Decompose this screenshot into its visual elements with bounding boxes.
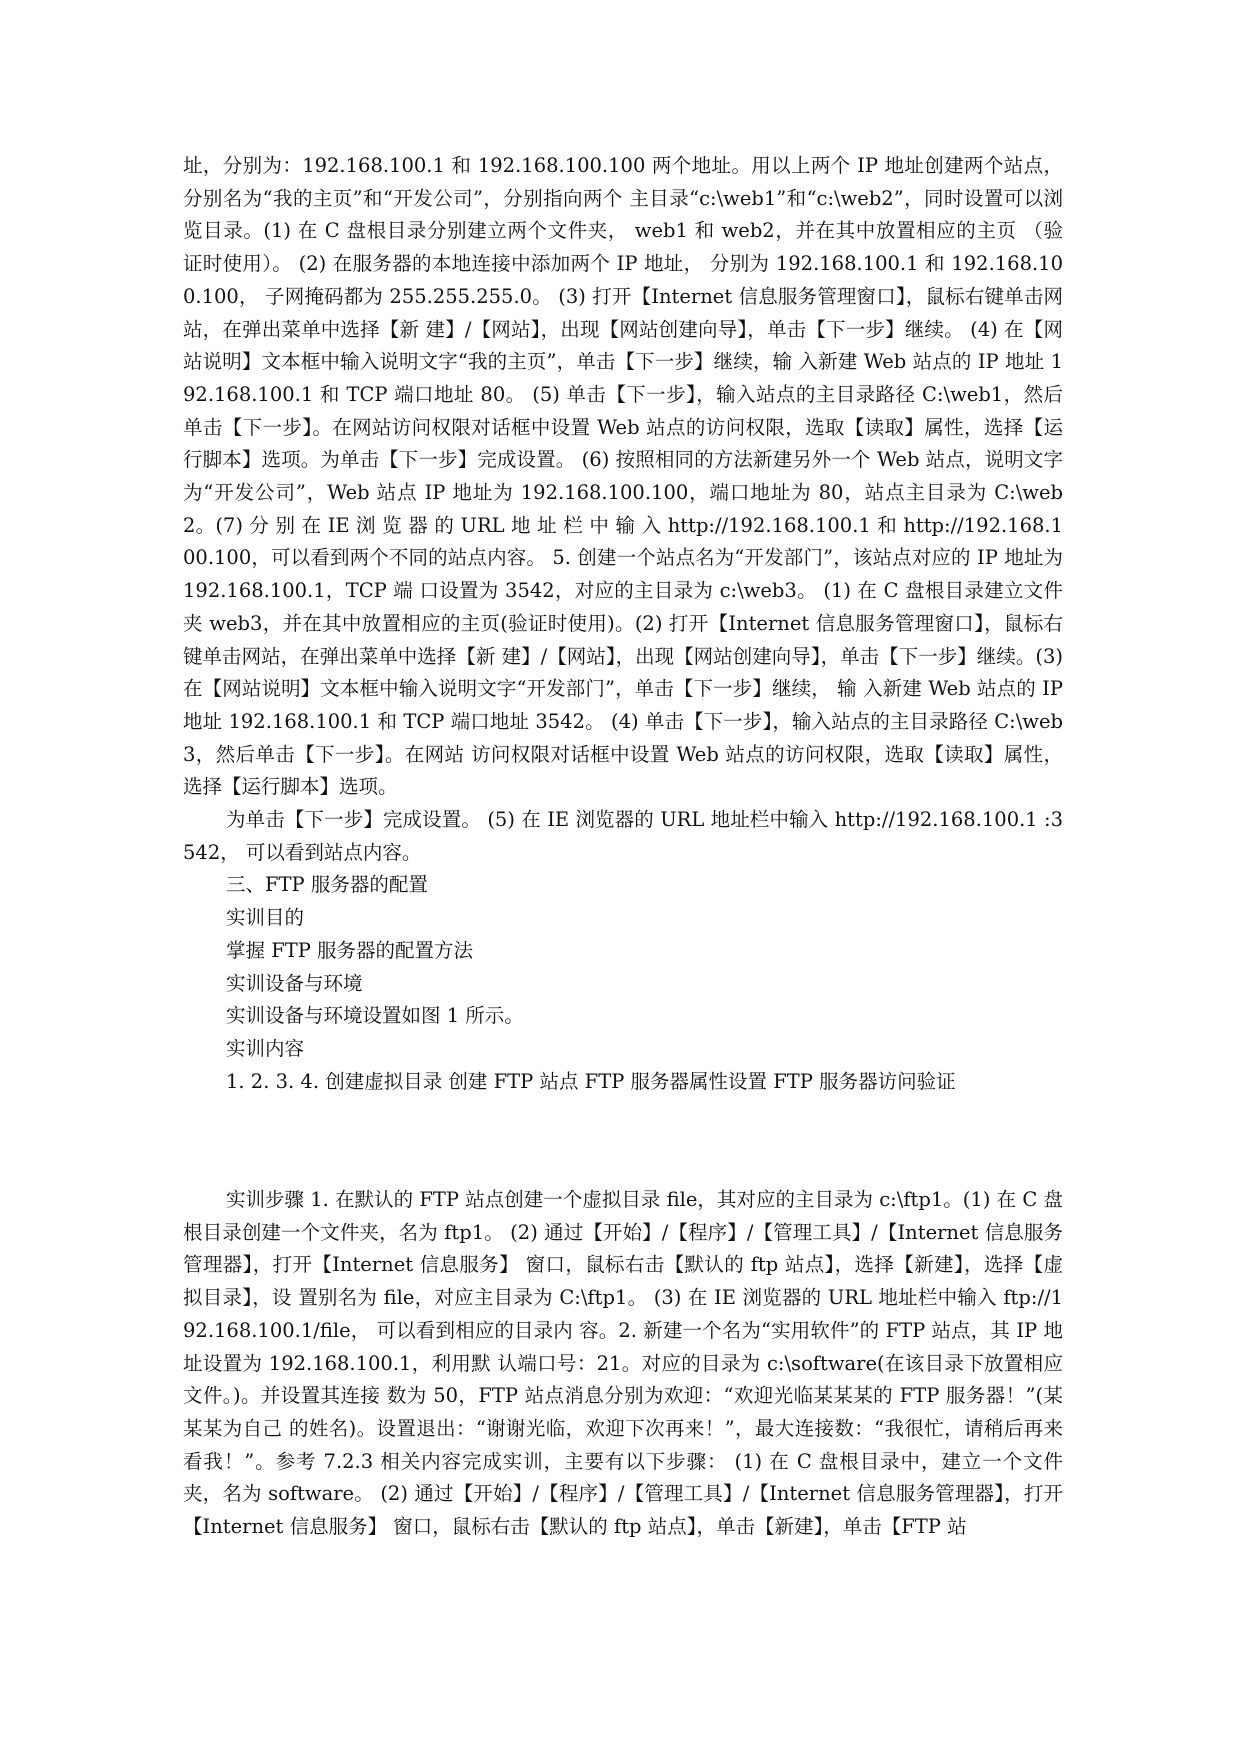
content-text: 1. 2. 3. 4. 创建虚拟目录 创建 FTP 站点 FTP 服务器属性设置 FTP 服务器访问验证 — [226, 1069, 956, 1093]
environment-text: 实训设备与环境设置如图 1 所示。 — [226, 1004, 524, 1028]
paragraph-web-sites: 址，分别为：192.168.100.1 和 192.168.100.100 两个地址。用以上两个 IP 地址创建两个站点，分别名为“我的主页”和“开发公司”，分别指向两个 主目录“c:\web1”和“c:\web2”，同时设置可以浏览目录。(1) 在 C 盘根目录分别建立两个文件夹， web1 和 web2，并在其中放置相应的主页 （验 证时使用）。 (2) 在服务器的本地连接中添加两个 IP 地址， 分别为 192.168.100.1 和 192.168.100.100， 子网掩码都为 255.255.255.0。 (3) 打开【Internet 信息服务管理窗口】，鼠标右键单击网站，在弹出菜单中选择【新 建】/【网站】，出现【网站创建向导】，单击【下一步】继续。 (4) 在【网站说明】文本框中输入说明文字“我的主页”，单击【下一步】继续，输 入新建 Web 站点的 IP 地址 192.168.100.1 和 TCP 端口地址 80。 (5) 单击【下一步】，输入站点的主目录路径 C:\web1，然后单击【下一步】。在网站访问权限对话框中设置 Web 站点的访问权限，选取【读取】属性，选择【运行脚本】选项。为单击【下一步】完成设置。 (6) 按照相同的方法新建另外一个 Web 站点，说明文字为“开发公司”，Web 站点 IP 地址为 192.168.100.100，端口地址为 80，站点主目录为 C:\web2。(7) 分 别 在 IE 浏 览 器 的 URL 地 址 栏 中 输 入 http://192.168.100.1 和 http://192.168.100.100，可以看到两个不同的站点内容。 5. 创建一个站点名为“开发部门”，该站点对应的 IP 地址为 192.168.100.1，TCP 端 口设置为 3542，对应的主目录为 c:\web3。 (1) 在 C 盘根目录建立文件夹 web3，并在其中放置相应的主页(验证时使用)。(2) 打开【Internet 信息服务管理窗口】，鼠标右键单击网站，在弹出菜单中选择【新 建】/【网站】，出现【网站创建向导】，单击【下一步】继续。(3)在【网站说明】文本框中输入说明文字“开发部门”，单击【下一步】继续， 输 入新建 Web 站点的 IP 地址 192.168.100.1 和 TCP 端口地址 3542。 (4) 单击【下一步】，输入站点的主目录路径 C:\web3，然后单击【下一步】。在网站 访问权限对话框中设置 Web 站点的访问权限，选取【读取】属性，选择【运行脚本】选项。 — [183, 154, 1063, 799]
content-label: 实训内容 — [226, 1036, 305, 1060]
section-heading-ftp: 三、FTP 服务器的配置 — [226, 873, 428, 897]
paragraph-ftp-steps: 实训步骤 1. 在默认的 FTP 站点创建一个虚拟目录 file，其对应的主目录为 c:\ftp1。(1) 在 C 盘根目录创建一个文件夹，名为 ftp1。 (2) 通过【开始】/【程序】/【管理工具】/【Internet 信息服务管理器】，打开【Internet 信息服务】 窗口，鼠标右击【默认的 ftp 站点】，选择【新建】，选择【虚拟目录】，设 置别名为 file，对应主目录为 C:\ftp1。 (3) 在 IE 浏览器的 URL 地址栏中输入 ftp://192.168.100.1/file， 可以看到相应的目录内 容。2. 新建一个名为“实用软件”的 FTP 站点，其 IP 地址设置为 192.168.100.1，利用默 认端口号：21。对应的目录为 c:\software(在该目录下放置相应文件。)。并设置其连接 数为 50，FTP 站点消息分别为欢迎：“欢迎光临某某某的 FTP 服务器！”(某某某为自己 的姓名)。设置退出：“谢谢光临，欢迎下次再来！”，最大连接数：“我很忙，请稍后再来看我！”。参考 7.2.3 相关内容完成实训，主要有以下步骤： (1) 在 C 盘根目录中，建立一个文件夹，名为 software。 (2) 通过【开始】/【程序】/【管理工具】/【Internet 信息服务管理器】，打开【Internet 信息服务】 窗口，鼠标右击【默认的 ftp 站点】，单击【新建】，单击【FTP 站 — [183, 1188, 1063, 1539]
lower-text-block — [183, 1184, 1063, 1544]
paragraph-web-finish: 为单击【下一步】完成设置。 (5) 在 IE 浏览器的 URL 地址栏中输入 http://192.168.100.1 :3542， 可以看到站点内容。 — [183, 808, 1063, 864]
environment-label: 实训设备与环境 — [226, 971, 363, 995]
upper-text-block — [183, 150, 1063, 1098]
objective-text: 掌握 FTP 服务器的配置方法 — [226, 938, 474, 962]
objective-label: 实训目的 — [226, 906, 305, 930]
